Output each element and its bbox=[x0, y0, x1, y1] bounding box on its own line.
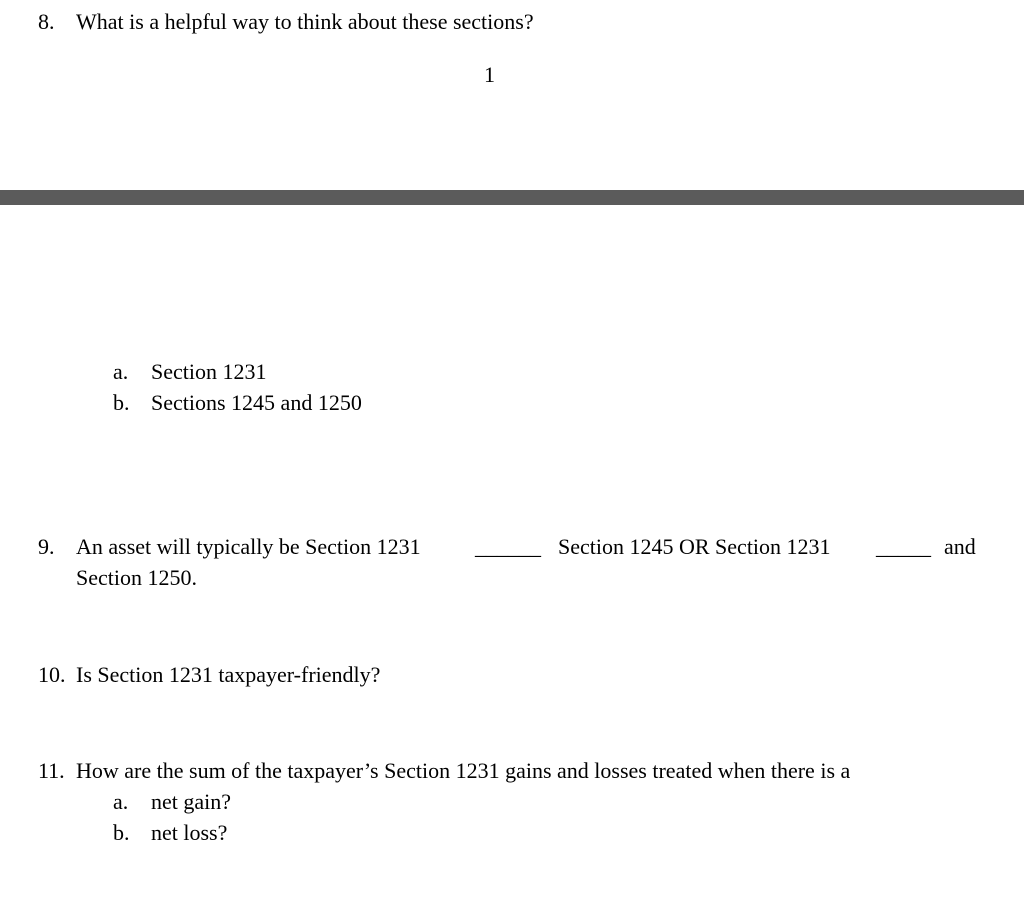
list-item-marker: a. bbox=[113, 359, 129, 384]
question-9-blank-2: _____ bbox=[876, 534, 931, 559]
question-10-number: 10. bbox=[38, 662, 66, 687]
list-item-marker: a. bbox=[113, 789, 129, 814]
question-9-line2: Section 1250. bbox=[76, 565, 197, 590]
page-number: 1 bbox=[484, 62, 495, 87]
question-10-text: Is Section 1231 taxpayer-friendly? bbox=[76, 662, 381, 687]
list-item-marker: b. bbox=[113, 390, 130, 415]
page-break-divider bbox=[0, 190, 1024, 205]
question-9-part2: Section 1245 OR Section 1231 bbox=[558, 534, 831, 559]
list-item-marker: b. bbox=[113, 820, 130, 845]
list-item-text: net gain? bbox=[151, 789, 232, 814]
question-9-number: 9. bbox=[38, 534, 55, 559]
list-item-text: Sections 1245 and 1250 bbox=[151, 390, 362, 415]
question-11-number: 11. bbox=[38, 758, 65, 783]
question-9-part3: and bbox=[944, 534, 976, 559]
question-8-number: 8. bbox=[38, 9, 55, 34]
question-9-blank-1: ______ bbox=[475, 534, 541, 559]
list-item-text: net loss? bbox=[151, 820, 228, 845]
question-11-text: How are the sum of the taxpayer’s Section 1231 gains and losses treated when there is a bbox=[76, 758, 851, 783]
question-9-part1: An asset will typically be Section 1231 bbox=[76, 534, 421, 559]
list-item-text: Section 1231 bbox=[151, 359, 267, 384]
question-8-text: What is a helpful way to think about these sections? bbox=[76, 9, 534, 34]
